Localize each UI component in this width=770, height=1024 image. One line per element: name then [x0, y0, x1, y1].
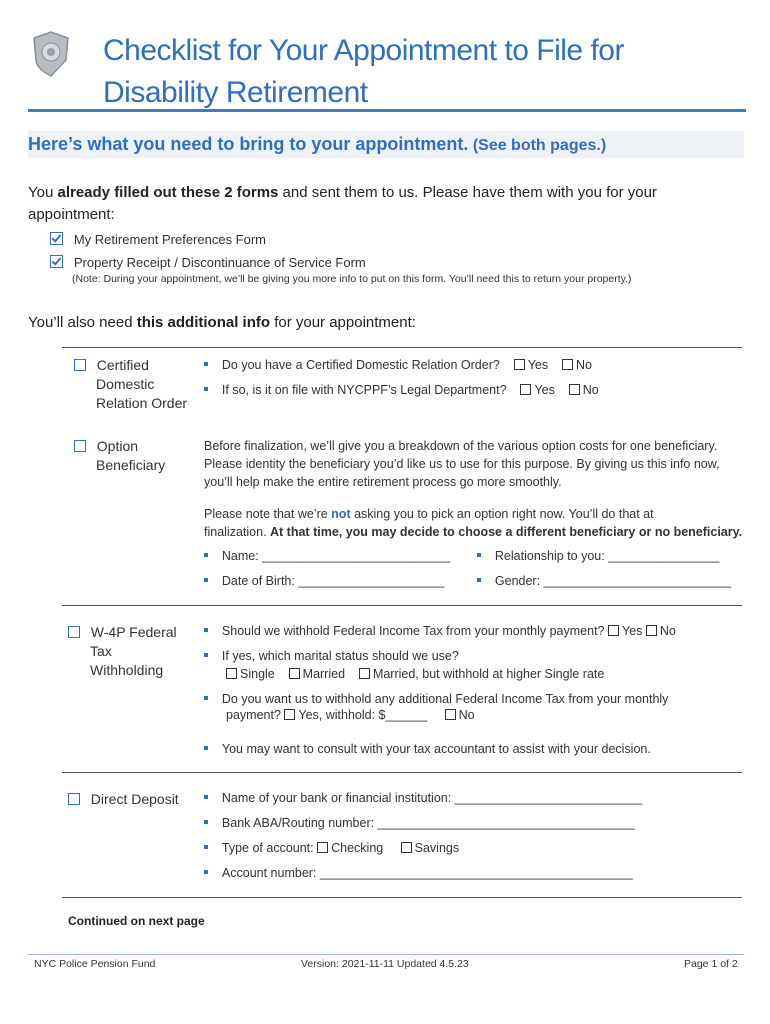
- field-label: Type of account:: [221, 841, 314, 855]
- no-label: No: [458, 708, 475, 722]
- additional-bold: this additional info: [136, 314, 271, 331]
- para-text: finalization.: [204, 525, 271, 539]
- footer-page-number: Page 1 of 2: [684, 958, 738, 970]
- beneficiary-name-field[interactable]: [204, 548, 450, 564]
- question-text: payment?: [226, 708, 281, 722]
- question-text: If so, is it on file with NYCPPF’s Legal Department?: [221, 383, 507, 397]
- section-label-deposit: [68, 790, 179, 809]
- bullet-icon: [204, 387, 208, 391]
- section-divider: [62, 772, 742, 773]
- option-label: Married: [302, 667, 346, 681]
- option-label: Savings: [414, 841, 460, 855]
- additional-suffix: for your appointment:: [270, 314, 416, 331]
- intro-bold: already filled out these 2 forms: [57, 184, 279, 201]
- footer-divider: [28, 954, 744, 955]
- section-label-option: [74, 437, 165, 475]
- label-line: Direct Deposit: [90, 791, 179, 807]
- para-text: Please note that we’re: [204, 507, 332, 521]
- routing-number-field[interactable]: [204, 815, 635, 831]
- bullet-icon: [204, 746, 208, 750]
- no-checkbox[interactable]: [445, 709, 456, 720]
- checkbox-icon[interactable]: [74, 440, 86, 452]
- footer-version: Version: 2021-11-11 Updated 4.5.23: [301, 958, 469, 970]
- intro-paragraph: [28, 182, 728, 226]
- field-label: Name of your bank or financial institution: ___________________________: [221, 791, 643, 805]
- subheading-note: (See both pages.): [472, 137, 607, 154]
- field-label: Bank ABA/Routing number: _____________________________________: [221, 816, 635, 830]
- bullet-icon: [204, 696, 208, 700]
- nypd-pension-seal-icon: [30, 30, 72, 78]
- label-line: Withholding: [90, 662, 164, 678]
- bank-name-field[interactable]: [204, 790, 642, 806]
- bullet-icon: [204, 870, 208, 874]
- w4p-note: [204, 741, 651, 757]
- married-checkbox[interactable]: [289, 668, 300, 679]
- field-label: Name: ___________________________: [221, 549, 450, 563]
- w4p-question-1: [204, 623, 676, 639]
- beneficiary-relationship-field[interactable]: [477, 548, 719, 564]
- additional-info-intro: [28, 312, 728, 334]
- section-label-w4p: [68, 623, 177, 680]
- option-paragraph-2: [204, 505, 744, 541]
- yes-label: Yes: [622, 624, 643, 638]
- bullet-icon: [204, 653, 208, 657]
- checkbox-icon[interactable]: [68, 793, 80, 805]
- checklist-item-property: [50, 255, 366, 271]
- label-line: Relation Order: [96, 395, 188, 411]
- w4p-question-3: [204, 691, 668, 723]
- option-label: Checking: [331, 841, 384, 855]
- question-text: Should we withhold Federal Income Tax from your monthly payment?: [221, 624, 605, 638]
- checkmark-icon: [50, 232, 63, 245]
- yes-checkbox[interactable]: [520, 384, 531, 395]
- checkmark-icon: [50, 255, 63, 268]
- intro-suffix: and sent them to us. Please have them with you for your: [278, 184, 657, 201]
- footer-org: NYC Police Pension Fund: [34, 958, 156, 970]
- marital-status-options: [226, 666, 604, 682]
- checklist-item-label: My Retirement Preferences Form: [73, 232, 267, 247]
- field-label: Gender: ___________________________: [494, 574, 732, 588]
- title-line-2: Disability Retirement: [103, 76, 368, 109]
- no-label: No: [576, 358, 593, 372]
- no-label: No: [659, 624, 676, 638]
- title-line-1: Checklist for Your Appointment to File for: [103, 34, 624, 67]
- note-text: You may want to consult with your tax accountant to assist with your decision.: [221, 742, 651, 756]
- section-divider: [62, 605, 742, 606]
- yes-checkbox[interactable]: [608, 625, 619, 636]
- bullet-icon: [204, 820, 208, 824]
- property-note: (Note: During your appointment, we’ll be giving you more info to put on this form. You’ll need this to return your property.): [72, 273, 632, 285]
- question-text: Do you have a Certified Domestic Relation Order?: [221, 358, 500, 372]
- yes-label: Yes: [527, 358, 549, 372]
- no-checkbox[interactable]: [646, 625, 657, 636]
- label-line: Tax: [90, 643, 112, 659]
- intro-prefix: You: [28, 184, 58, 201]
- option-paragraph-1: [204, 437, 744, 491]
- para-line: you’ll help make the entire retirement process go more smoothly.: [204, 475, 562, 489]
- single-checkbox[interactable]: [226, 668, 237, 679]
- cdro-question-2: [204, 382, 599, 398]
- bullet-icon: [204, 578, 208, 582]
- account-number-field[interactable]: [204, 865, 633, 881]
- label-line: W-4P Federal: [90, 624, 177, 640]
- bullet-icon: [477, 578, 481, 582]
- no-label: No: [582, 383, 599, 397]
- checklist-item-preferences: [50, 232, 266, 248]
- checking-checkbox[interactable]: [317, 842, 328, 853]
- para-line: Please identity the beneficiary you’d like us to use for this purpose. By giving us this info now,: [204, 457, 720, 471]
- no-checkbox[interactable]: [562, 359, 573, 370]
- married-single-rate-checkbox[interactable]: [359, 668, 370, 679]
- checkbox-icon[interactable]: [74, 359, 86, 371]
- emphasis-not: not: [331, 507, 351, 521]
- w4p-question-2: [204, 648, 459, 664]
- title-divider: [28, 109, 746, 112]
- field-label: Relationship to you: ________________: [494, 549, 720, 563]
- bullet-icon: [204, 845, 208, 849]
- yes-checkbox[interactable]: [514, 359, 525, 370]
- bullet-icon: [477, 553, 481, 557]
- question-text: Do you want us to withhold any additional Federal Income Tax from your monthly: [221, 692, 669, 706]
- label-line: Certified: [96, 357, 149, 373]
- checklist-item-label: Property Receipt / Discontinuance of Service Form: [73, 255, 366, 270]
- field-label: Account number: _____________________________________________: [221, 866, 633, 880]
- option-label: Single: [240, 667, 275, 681]
- intro-line2: appointment:: [28, 206, 115, 223]
- subheading-bar: [28, 131, 744, 158]
- beneficiary-gender-field[interactable]: [477, 573, 731, 589]
- additional-prefix: You’ll also need: [28, 314, 137, 331]
- label-line: Domestic: [96, 376, 155, 392]
- label-line: Option: [96, 438, 139, 454]
- no-checkbox[interactable]: [569, 384, 580, 395]
- question-text: If yes, which marital status should we use?: [221, 649, 459, 663]
- para-bold: At that time, you may decide to choose a different beneficiary or no beneficiary.: [270, 525, 743, 539]
- continued-note: Continued on next page: [68, 914, 205, 928]
- account-type-field: [204, 840, 459, 856]
- bullet-icon: [204, 628, 208, 632]
- cdro-question-1: [204, 357, 592, 373]
- field-label: Date of Birth: _____________________: [221, 574, 445, 588]
- label-line: Beneficiary: [96, 457, 166, 473]
- beneficiary-dob-field[interactable]: [204, 573, 444, 589]
- section-divider: [62, 347, 742, 348]
- para-text: asking you to pick an option right now. You’ll do that at: [350, 507, 654, 521]
- section-label-cdro: [74, 356, 187, 413]
- checkbox-icon[interactable]: [68, 626, 80, 638]
- option-label: Yes, withhold: $______: [298, 708, 428, 722]
- bullet-icon: [204, 795, 208, 799]
- para-line: Before finalization, we’ll give you a breakdown of the various option costs for one beneficiary.: [204, 439, 718, 453]
- savings-checkbox[interactable]: [401, 842, 412, 853]
- yes-withhold-checkbox[interactable]: [284, 709, 295, 720]
- section-divider: [62, 897, 742, 898]
- bullet-icon: [204, 362, 208, 366]
- option-label: Married, but withhold at higher Single rate: [372, 667, 605, 681]
- page-title: [103, 30, 723, 114]
- bullet-icon: [204, 553, 208, 557]
- subheading-main: Here’s what you need to bring to your appointment.: [28, 134, 469, 154]
- yes-label: Yes: [534, 383, 555, 397]
